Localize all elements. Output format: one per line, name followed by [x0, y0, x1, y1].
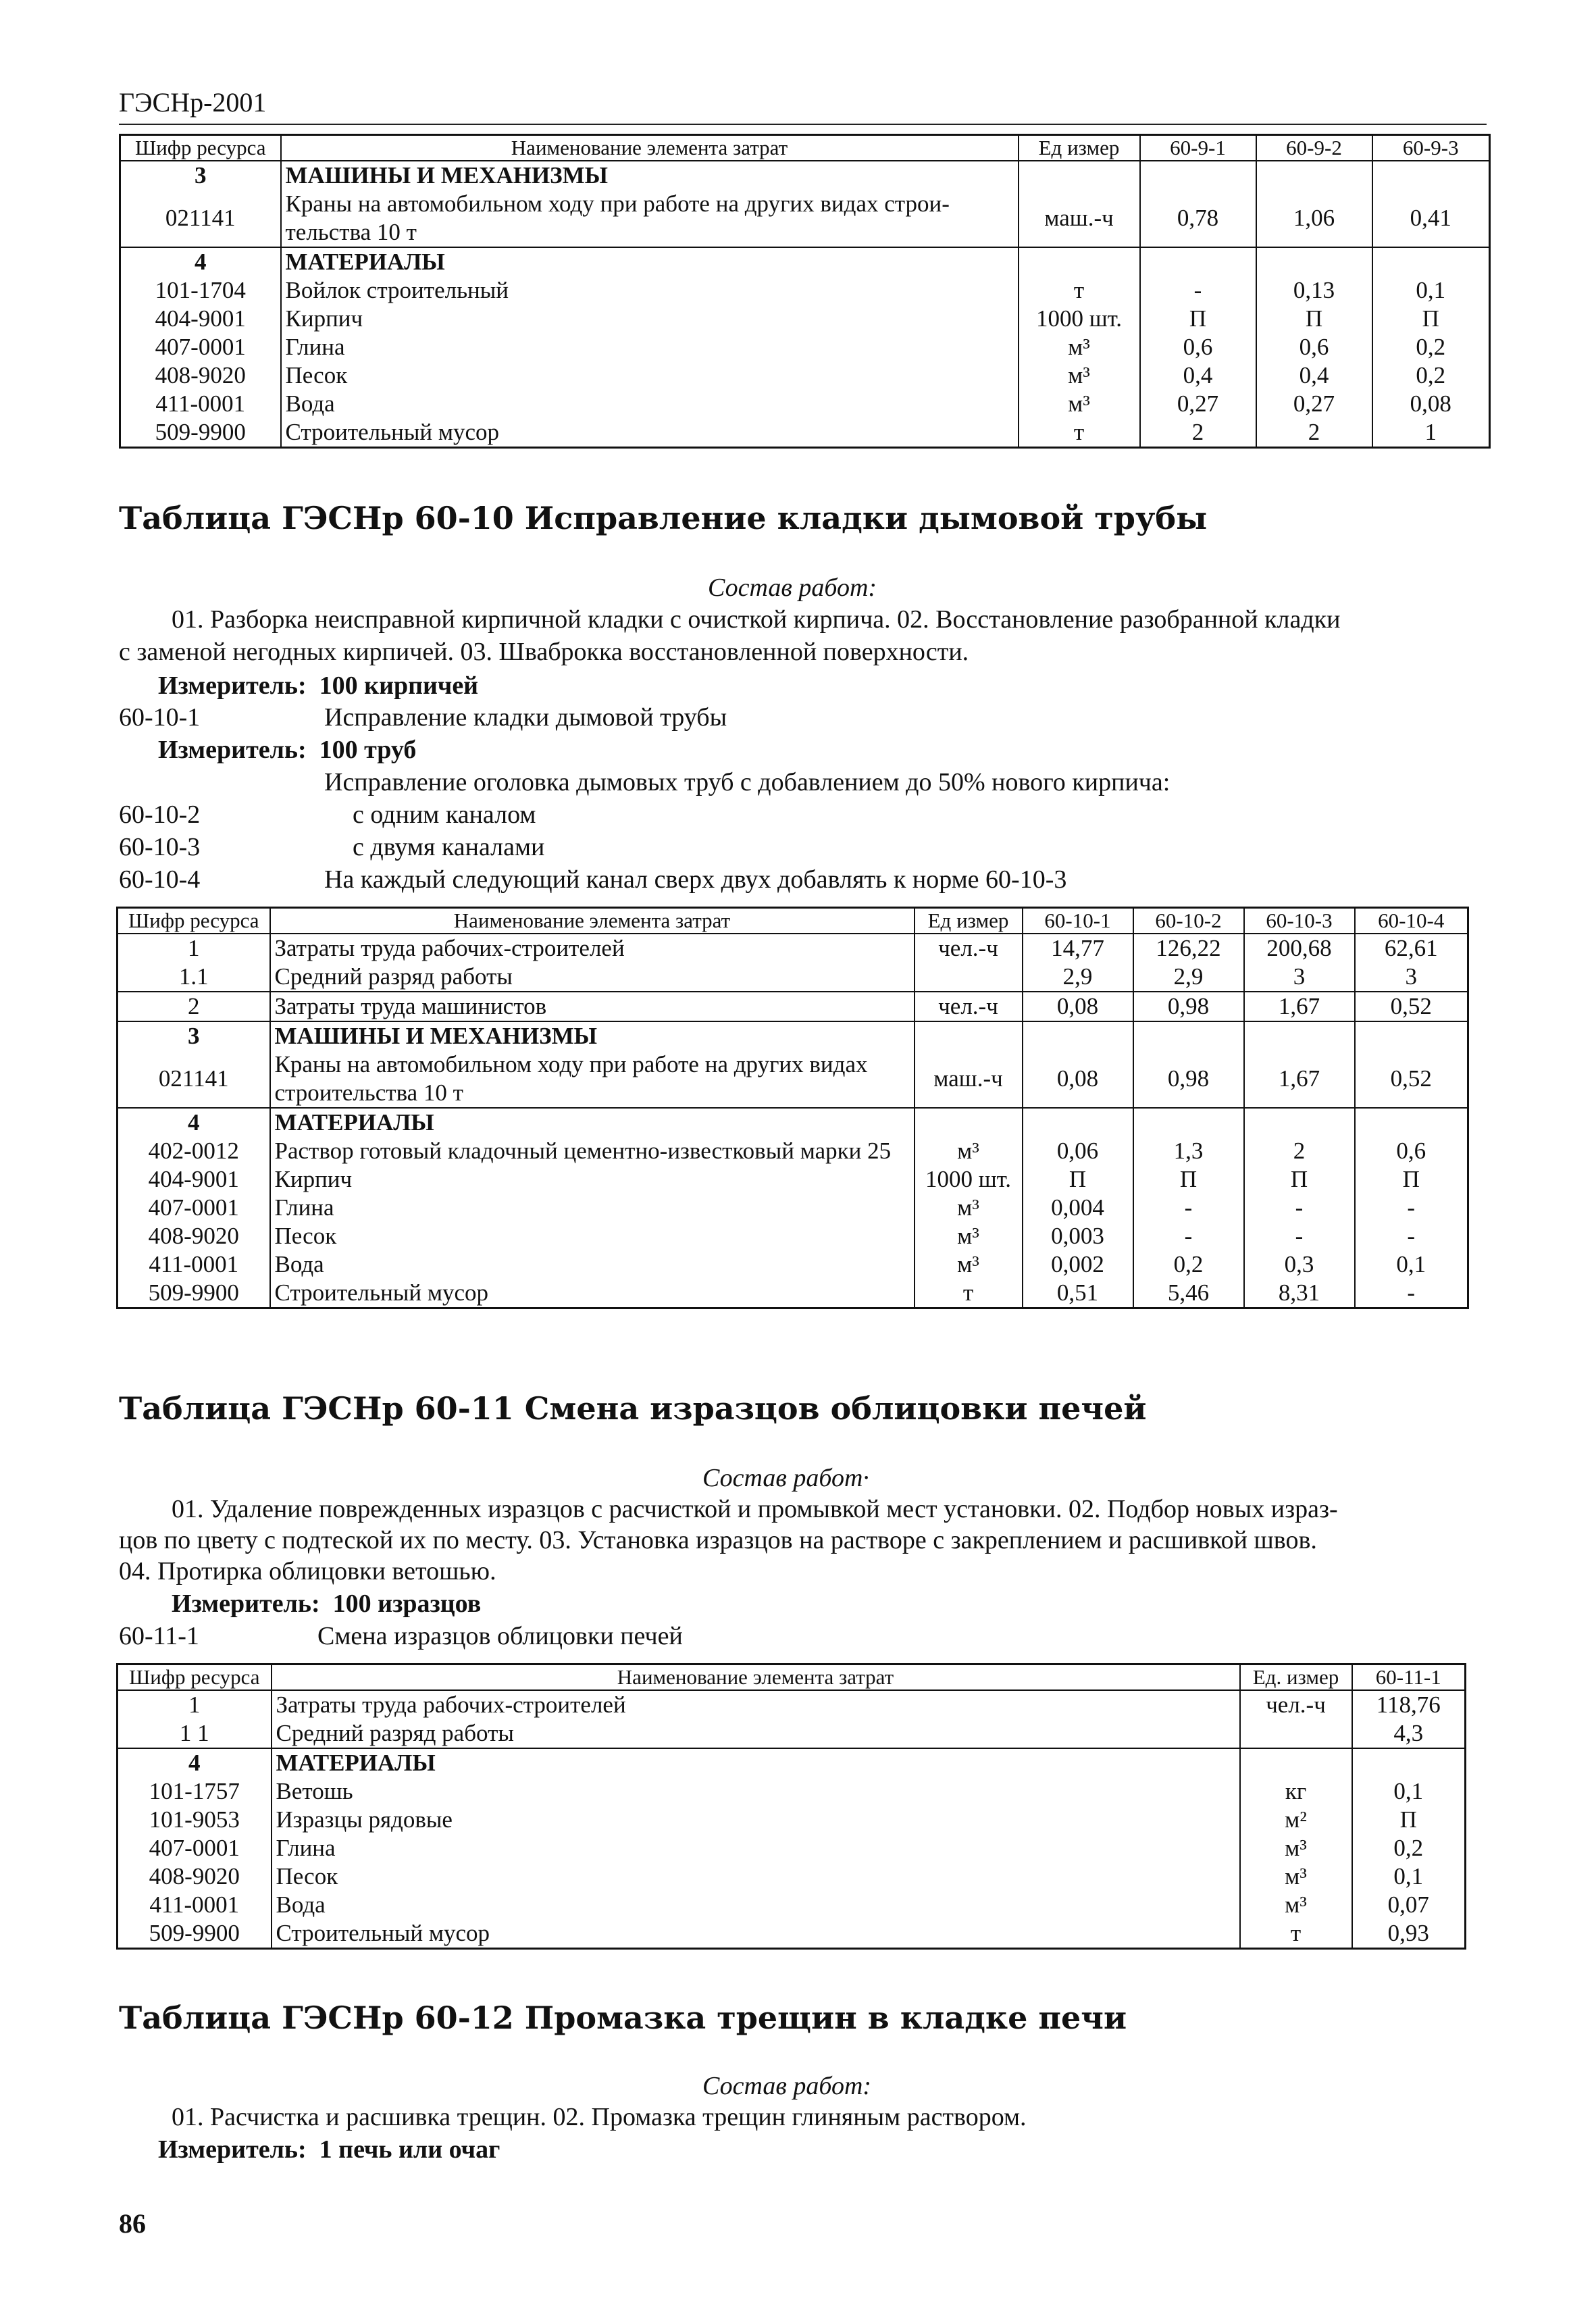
col-header-code: Шифр ресурса [118, 908, 270, 934]
cell-code: 021141 [120, 190, 281, 247]
table-title-60-11: Таблица ГЭСНр 60-11 Смена изразцов облицовки печей [119, 1390, 1147, 1427]
cell-code: 3 [118, 1021, 270, 1050]
cell-unit: м³ [1019, 390, 1140, 418]
cell-name: Песок [270, 1222, 915, 1250]
cell-value [1133, 1108, 1244, 1137]
cell-unit: кг [1240, 1777, 1352, 1806]
cell-code: 101-1757 [118, 1777, 272, 1806]
cell-value: 62,61 [1355, 934, 1468, 963]
category-row [118, 1021, 1468, 1050]
cell-value: 0,08 [1372, 390, 1490, 418]
cell-value: 0,6 [1355, 1137, 1468, 1165]
cell-value: 0,1 [1352, 1862, 1466, 1891]
cell-unit: м³ [1019, 361, 1140, 390]
cell-unit [1240, 1748, 1352, 1777]
table-row [118, 1891, 1466, 1919]
cell-code: 408-9020 [120, 361, 281, 390]
cell-name: Строительный мусор [281, 418, 1019, 448]
cell-unit [1240, 1719, 1352, 1748]
cell-code: 509-9900 [118, 1279, 270, 1308]
cell-value: - [1355, 1194, 1468, 1222]
table-row [120, 418, 1490, 448]
cell-name: Краны на автомобильном ходу при работе на других видах строи-тельства 10 т [281, 190, 1019, 247]
cell-unit [1019, 247, 1140, 276]
table-row [118, 963, 1468, 992]
cell-value: 0,98 [1133, 992, 1244, 1021]
cell-value: 0,52 [1355, 1050, 1468, 1108]
cell-value: П [1244, 1165, 1355, 1194]
header-rule [119, 124, 1487, 125]
cell-name: Затраты труда рабочих-строителей [272, 1690, 1240, 1719]
cell-value [1352, 1748, 1466, 1777]
table-title-60-12: Таблица ГЭСНр 60-12 Промазка трещин в кладке печи [119, 2000, 1127, 2036]
cell-unit [915, 963, 1023, 992]
cell-code: 404-9001 [120, 305, 281, 333]
cell-value [1256, 247, 1372, 276]
cell-name: Песок [281, 361, 1019, 390]
cell-value [1023, 1108, 1133, 1137]
cell-value [1244, 1021, 1355, 1050]
cell-value: 0,27 [1140, 390, 1256, 418]
cell-name: Вода [272, 1891, 1240, 1919]
cell-name: Строительный мусор [272, 1919, 1240, 1949]
cell-code: 411-0001 [120, 390, 281, 418]
cell-value: 200,68 [1244, 934, 1355, 963]
cell-unit [915, 1021, 1023, 1050]
cell-value: 1,67 [1244, 992, 1355, 1021]
col-header-name: Наименование элемента затрат [272, 1664, 1240, 1691]
cell-code: 4 [118, 1748, 272, 1777]
cell-code: 101-9053 [118, 1806, 272, 1834]
cell-unit: м³ [1240, 1862, 1352, 1891]
cell-value: 1 [1372, 418, 1490, 448]
work-description-line: 01. Расчистка и расшивка трещин. 02. Промазка трещин глиняным раствором. [172, 2103, 1027, 2131]
cell-code: 509-9900 [120, 418, 281, 448]
norm-text: На каждый следующий канал сверх двух добавлять к норме 60-10-3 [324, 865, 1067, 894]
measurer-line [158, 735, 416, 765]
cell-name: Средний разряд работы [270, 963, 915, 992]
cell-value: 0,07 [1352, 1891, 1466, 1919]
cell-unit: м³ [1019, 333, 1140, 361]
work-description-line: 04. Протирка облицовки ветошью. [119, 1557, 496, 1585]
col-header-norm: 60-10-3 [1244, 908, 1355, 934]
table-row [118, 1834, 1466, 1862]
cell-name: МАТЕРИАЛЫ [272, 1748, 1240, 1777]
table-row [118, 1222, 1468, 1250]
table-row [120, 276, 1490, 305]
cell-code: 1 1 [118, 1719, 272, 1748]
measurer-label: Измеритель: [158, 671, 307, 700]
cell-code: 4 [120, 247, 281, 276]
cell-unit: м³ [915, 1222, 1023, 1250]
cell-value [1355, 1108, 1468, 1137]
resource-table-60-10 [116, 907, 1469, 1309]
table-row [118, 1165, 1468, 1194]
norm-code: 60-10-4 [119, 865, 201, 894]
col-header-name: Наименование элемента затрат [281, 135, 1019, 161]
norm-code: 60-10-2 [119, 800, 201, 829]
cell-code: 1 [118, 934, 270, 963]
cell-value: П [1352, 1806, 1466, 1834]
col-header-norm: 60-9-3 [1372, 135, 1490, 161]
cell-value: 0,51 [1023, 1279, 1133, 1308]
cell-value: 0,1 [1372, 276, 1490, 305]
col-header-unit: Ед измер [1019, 135, 1140, 161]
cell-value [1256, 161, 1372, 190]
cell-value: 1,06 [1256, 190, 1372, 247]
measurer-value: 100 труб [319, 736, 417, 764]
cell-code: 101-1704 [120, 276, 281, 305]
table-row [118, 1919, 1466, 1949]
table-row [118, 1250, 1468, 1279]
work-description-line: 01. Удаление поврежденных изразцов с расчисткой и промывкой мест установки. 02. Подбор новых израз- [172, 1495, 1338, 1523]
cell-name: Строительный мусор [270, 1279, 915, 1308]
cell-name: МАШИНЫ И МЕХАНИЗМЫ [281, 161, 1019, 190]
cell-unit [915, 1108, 1023, 1137]
cell-value: 3 [1355, 963, 1468, 992]
cell-name: Затраты труда машинистов [270, 992, 915, 1021]
cell-value: 0,4 [1140, 361, 1256, 390]
resource-table-60-9 [119, 134, 1491, 449]
measurer-value: 1 печь или очаг [319, 2135, 500, 2164]
cell-unit: м³ [915, 1250, 1023, 1279]
table-row [120, 333, 1490, 361]
cell-value: 0,06 [1023, 1137, 1133, 1165]
norm-code: 60-11-1 [119, 1622, 199, 1650]
cell-unit: т [1019, 276, 1140, 305]
measurer-line [158, 671, 478, 701]
cell-value: 126,22 [1133, 934, 1244, 963]
cell-name: Кирпич [281, 305, 1019, 333]
col-header-norm: 60-10-4 [1355, 908, 1468, 934]
cell-code: 2 [118, 992, 270, 1021]
cell-value: 14,77 [1023, 934, 1133, 963]
cell-value: 0,6 [1256, 333, 1372, 361]
cell-value: П [1372, 305, 1490, 333]
cell-value: - [1244, 1222, 1355, 1250]
cell-code: 1.1 [118, 963, 270, 992]
col-header-name: Наименование элемента затрат [270, 908, 915, 934]
cell-value: - [1244, 1194, 1355, 1222]
cell-value: 0,002 [1023, 1250, 1133, 1279]
cell-value: 8,31 [1244, 1279, 1355, 1308]
cell-name: Средний разряд работы [272, 1719, 1240, 1748]
cell-value [1372, 247, 1490, 276]
cell-unit: м³ [1240, 1834, 1352, 1862]
col-header-norm: 60-9-1 [1140, 135, 1256, 161]
cell-name: МАТЕРИАЛЫ [281, 247, 1019, 276]
table-row [118, 1719, 1466, 1748]
cell-value: 3 [1244, 963, 1355, 992]
col-header-norm: 60-9-2 [1256, 135, 1372, 161]
table-row [120, 305, 1490, 333]
measurer-line [158, 2135, 500, 2164]
col-header-unit: Ед. измер [1240, 1664, 1352, 1691]
cell-value: 5,46 [1133, 1279, 1244, 1308]
cell-value: 0,003 [1023, 1222, 1133, 1250]
document-header: ГЭСНр-2001 [119, 87, 267, 118]
cell-value: П [1140, 305, 1256, 333]
table-row [118, 1806, 1466, 1834]
cell-name: МАШИНЫ И МЕХАНИЗМЫ [270, 1021, 915, 1050]
norm-code: 60-10-1 [119, 703, 201, 732]
cell-code: 404-9001 [118, 1165, 270, 1194]
cell-value [1355, 1021, 1468, 1050]
table-row [118, 992, 1468, 1021]
cell-unit: м³ [915, 1194, 1023, 1222]
cell-value: 4,3 [1352, 1719, 1466, 1748]
cell-name: Глина [270, 1194, 915, 1222]
cell-value: - [1133, 1194, 1244, 1222]
cell-value: П [1023, 1165, 1133, 1194]
cell-unit: т [915, 1279, 1023, 1308]
table-row [120, 190, 1490, 247]
cell-unit: м² [1240, 1806, 1352, 1834]
measurer-label: Измеритель: [158, 736, 307, 764]
cell-unit: т [1240, 1919, 1352, 1949]
cell-name: Глина [281, 333, 1019, 361]
table-row [118, 1194, 1468, 1222]
category-row [118, 1108, 1468, 1137]
cell-value: 0,98 [1133, 1050, 1244, 1108]
table-row [118, 1137, 1468, 1165]
cell-unit: чел.-ч [1240, 1690, 1352, 1719]
cell-value: 0,1 [1352, 1777, 1466, 1806]
cell-value: 0,2 [1372, 361, 1490, 390]
cell-value: 118,76 [1352, 1690, 1466, 1719]
cell-value: 0,08 [1023, 1050, 1133, 1108]
cell-value: 0,2 [1352, 1834, 1466, 1862]
cell-code: 407-0001 [120, 333, 281, 361]
cell-name: МАТЕРИАЛЫ [270, 1108, 915, 1137]
cell-value: 2 [1140, 418, 1256, 448]
table-row [120, 390, 1490, 418]
category-row [118, 1748, 1466, 1777]
cell-value: 0,13 [1256, 276, 1372, 305]
cell-value: 2 [1256, 418, 1372, 448]
table-title-60-10: Таблица ГЭСНр 60-10 Исправление кладки дымовой трубы [119, 500, 1208, 536]
cell-name: Вода [270, 1250, 915, 1279]
work-description-line: цов по цвету с подтеской их по месту. 03. Установка изразцов на растворе с закреплением и расшивкой швов. [119, 1526, 1317, 1554]
cell-name: Глина [272, 1834, 1240, 1862]
cell-value: 0,27 [1256, 390, 1372, 418]
category-row [120, 247, 1490, 276]
cell-value: 0,6 [1140, 333, 1256, 361]
work-description-line: с заменой негодных кирпичей. 03. Шваброкка восстановленной поверхности. [119, 638, 969, 666]
work-composition-heading: Состав работ: [702, 2072, 872, 2100]
cell-value [1023, 1021, 1133, 1050]
cell-code: 408-9020 [118, 1222, 270, 1250]
norm-subheading: Исправление оголовка дымовых труб с добавлением до 50% нового кирпича: [324, 768, 1170, 796]
cell-unit: м³ [915, 1137, 1023, 1165]
cell-value: - [1355, 1222, 1468, 1250]
cell-value: 0,4 [1256, 361, 1372, 390]
cell-unit: т [1019, 418, 1140, 448]
cell-name: Песок [272, 1862, 1240, 1891]
cell-name: Вода [281, 390, 1019, 418]
cell-unit: 1000 шт. [1019, 305, 1140, 333]
table-row [118, 1050, 1468, 1108]
cell-value: П [1133, 1165, 1244, 1194]
cell-code: 1 [118, 1690, 272, 1719]
cell-value: 2,9 [1023, 963, 1133, 992]
cell-unit [1019, 161, 1140, 190]
col-header-norm: 60-10-1 [1023, 908, 1133, 934]
cell-value: 1,3 [1133, 1137, 1244, 1165]
cell-code: 021141 [118, 1050, 270, 1108]
page-number: 86 [119, 2208, 146, 2239]
cell-name: Изразцы рядовые [272, 1806, 1240, 1834]
cell-value: 0,52 [1355, 992, 1468, 1021]
cell-value: 2,9 [1133, 963, 1244, 992]
col-header-norm: 60-10-2 [1133, 908, 1244, 934]
col-header-code: Шифр ресурса [120, 135, 281, 161]
cell-value: - [1355, 1279, 1468, 1308]
cell-value: П [1256, 305, 1372, 333]
cell-name: Раствор готовый кладочный цементно-известковый марки 25 [270, 1137, 915, 1165]
measurer-line [172, 1589, 481, 1619]
cell-value: 2 [1244, 1137, 1355, 1165]
cell-value [1140, 161, 1256, 190]
measurer-label: Измеритель: [158, 2135, 307, 2164]
cell-name: Затраты труда рабочих-строителей [270, 934, 915, 963]
cell-value: 0,78 [1140, 190, 1256, 247]
cell-value [1140, 247, 1256, 276]
cell-value: 0,2 [1372, 333, 1490, 361]
norm-text: Исправление кладки дымовой трубы [324, 703, 727, 732]
table-row [118, 1777, 1466, 1806]
cell-code: 407-0001 [118, 1834, 272, 1862]
cell-unit: маш.-ч [1019, 190, 1140, 247]
cell-unit: чел.-ч [915, 934, 1023, 963]
cell-value: 0,3 [1244, 1250, 1355, 1279]
measurer-label: Измеритель: [172, 1590, 320, 1618]
cell-code: 3 [120, 161, 281, 190]
cell-value: 0,93 [1352, 1919, 1466, 1949]
work-description-line: 01. Разборка неисправной кирпичной кладки с очисткой кирпича. 02. Восстановление разобранной кладки [172, 605, 1341, 634]
category-row [120, 161, 1490, 190]
norm-text: Смена изразцов облицовки печей [317, 1622, 683, 1650]
table-row [118, 1279, 1468, 1308]
cell-value: - [1140, 276, 1256, 305]
work-composition-heading: Состав работ: [708, 574, 877, 602]
cell-value: П [1355, 1165, 1468, 1194]
cell-value: 0,41 [1372, 190, 1490, 247]
cell-value [1372, 161, 1490, 190]
norm-text: с двумя каналами [353, 833, 545, 861]
cell-value: 0,1 [1355, 1250, 1468, 1279]
cell-unit: маш.-ч [915, 1050, 1023, 1108]
table-row [118, 1862, 1466, 1891]
col-header-norm: 60-11-1 [1352, 1664, 1466, 1691]
cell-value: 0,2 [1133, 1250, 1244, 1279]
col-header-code: Шифр ресурса [118, 1664, 272, 1691]
norm-code: 60-10-3 [119, 833, 201, 861]
cell-name: Войлок строительный [281, 276, 1019, 305]
measurer-value: 100 кирпичей [319, 671, 479, 700]
table-row [120, 361, 1490, 390]
cell-value: 0,004 [1023, 1194, 1133, 1222]
col-header-unit: Ед измер [915, 908, 1023, 934]
cell-code: 411-0001 [118, 1891, 272, 1919]
cell-value: 1,67 [1244, 1050, 1355, 1108]
cell-code: 411-0001 [118, 1250, 270, 1279]
cell-name: Краны на автомобильном ходу при работе на других видах строительства 10 т [270, 1050, 915, 1108]
table-row [118, 934, 1468, 963]
cell-name: Ветошь [272, 1777, 1240, 1806]
table-row [118, 1690, 1466, 1719]
cell-unit: м³ [1240, 1891, 1352, 1919]
cell-code: 509-9900 [118, 1919, 272, 1949]
cell-code: 408-9020 [118, 1862, 272, 1891]
cell-value: - [1133, 1222, 1244, 1250]
cell-code: 402-0012 [118, 1137, 270, 1165]
cell-unit: 1000 шт. [915, 1165, 1023, 1194]
cell-unit: чел.-ч [915, 992, 1023, 1021]
cell-name: Кирпич [270, 1165, 915, 1194]
cell-value: 0,08 [1023, 992, 1133, 1021]
measurer-value: 100 изразцов [332, 1590, 482, 1618]
cell-code: 407-0001 [118, 1194, 270, 1222]
cell-code: 4 [118, 1108, 270, 1137]
cell-value [1133, 1021, 1244, 1050]
resource-table-60-11 [116, 1663, 1466, 1950]
work-composition-heading: Состав работ· [702, 1464, 869, 1492]
cell-value [1244, 1108, 1355, 1137]
norm-text: с одним каналом [353, 800, 536, 829]
